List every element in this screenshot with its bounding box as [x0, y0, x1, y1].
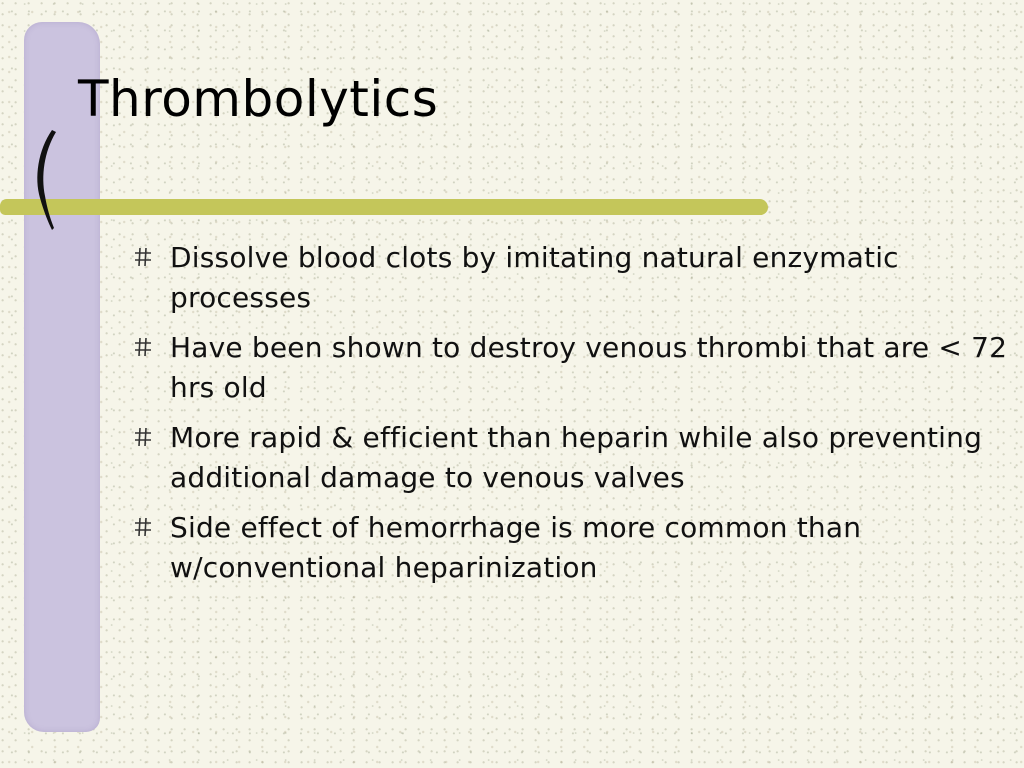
bullet-text: More rapid & efficient than heparin while also preventing additional damage to venous valves — [170, 421, 983, 494]
bullet-text: Have been shown to destroy venous thrombi that are < 72 hrs old — [170, 331, 1008, 404]
hash-bullet-icon — [134, 517, 152, 537]
bullet-list — [128, 238, 1008, 598]
hash-bullet-icon — [134, 247, 152, 267]
bullet-item — [128, 508, 1008, 588]
bullet-text: Dissolve blood clots by imitating natural enzymatic processes — [170, 241, 899, 314]
horizontal-accent-bar — [0, 199, 768, 215]
bullet-item — [128, 418, 1008, 498]
slide-title: Thrombolytics — [78, 70, 439, 128]
hash-bullet-icon — [134, 427, 152, 447]
bracket-icon — [30, 128, 60, 232]
bullet-item — [128, 238, 1008, 318]
bullet-text: Side effect of hemorrhage is more common than w/conventional heparinization — [170, 511, 862, 584]
hash-bullet-icon — [134, 337, 152, 357]
bullet-item — [128, 328, 1008, 408]
